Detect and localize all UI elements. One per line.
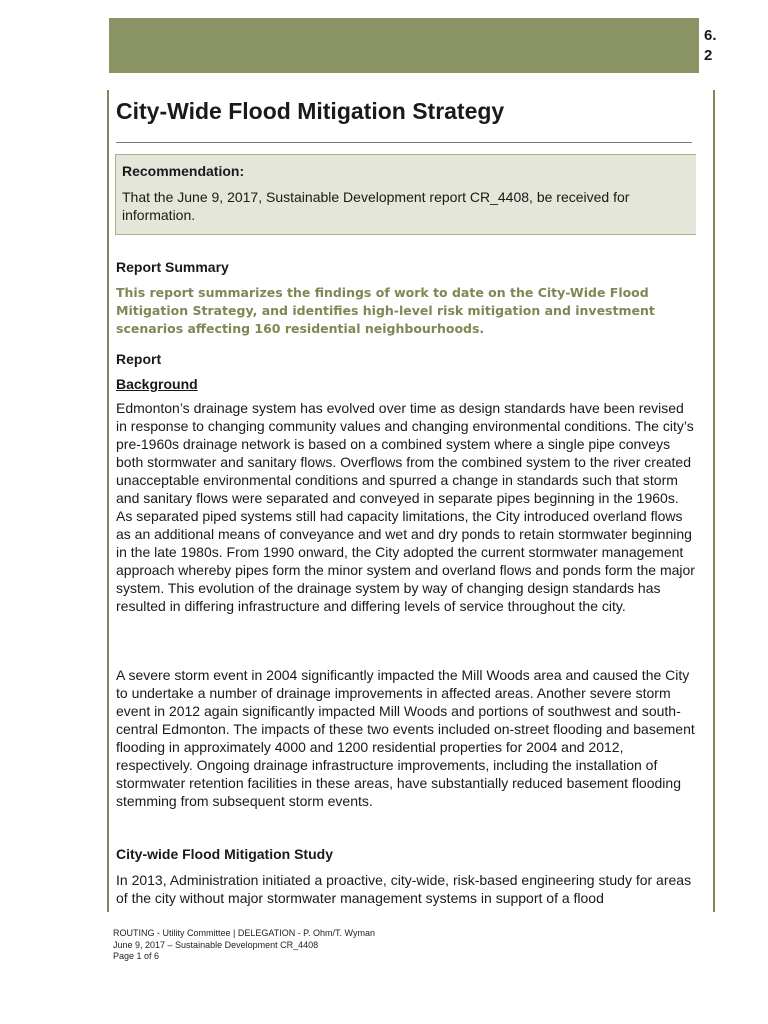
footer-routing: ROUTING - Utility Committee | DELEGATION - P. Ohm/T. Wyman: [113, 928, 375, 938]
right-margin-rule: [713, 90, 715, 912]
recommendation-heading: Recommendation:: [122, 163, 245, 179]
report-summary-heading: Report Summary: [116, 259, 229, 275]
report-summary-text: This report summarizes the findings of work to date on the City-Wide Flood Mitigation Strategy, and identifies high-level risk mitigation and investment scenarios affecting 160 residential neighbourhoods.: [116, 285, 655, 336]
page-title: City-Wide Flood Mitigation Strategy: [116, 98, 505, 124]
header-band: [109, 18, 699, 73]
study-paragraph-1: In 2013, Administration initiated a proactive, city-wide, risk-based engineering study for areas of the city without major stormwater management systems in support of a flood: [116, 872, 692, 906]
background-paragraph-1: Edmonton’s drainage system has evolved over time as design standards have been revised in response to changing community values and changing environmental conditions. The city’s pre-1960s drainage network is based on a combined system where a single pipe conveys both stormwater and sanitary flows. Overflows from the combined system to the river created unacceptable environmental conditions and spurred a change in standards such that storm and sanitary flows were separated and conveyed in separate pipes beginning in the 1960s. As separated piped systems still had capacity limitations, the City introduced overland flows as an additional means of conveyance and wet and dry ponds to retain stormwater beginning in the late 1980s. From 1990 onward, the City adopted the current stormwater management approach whereby pipes form the minor system and overland flows and ponds form the major system. This evolution of the drainage system by way of changing design standards has resulted in differing infrastructure and differing levels of service throughout the city.: [116, 400, 695, 614]
recommendation-box: [115, 154, 696, 235]
left-margin-rule: [107, 90, 109, 912]
footer-page-number: Page 1 of 6: [113, 951, 160, 961]
title-divider: [116, 142, 692, 143]
background-paragraph-2: A severe storm event in 2004 significantly impacted the Mill Woods area and caused the City to undertake a number of drainage improvements in affected areas. Another severe storm event in 2012 again significantly impacted Mill Woods and portions of southwest and south-central Edmonton. The impacts of these two events included on-street flooding and basement flooding in approximately 4000 and 1200 residential properties for 2004 and 2012, respectively. Ongoing drainage infrastructure improvements, including the installation of stormwater retention facilities in these areas, have substantially reduced basement flooding stemming from subsequent storm events.: [116, 667, 695, 809]
background-heading: Background: [116, 376, 198, 392]
study-heading: City-wide Flood Mitigation Study: [116, 846, 333, 862]
page-footer: [113, 928, 375, 963]
report-heading: Report: [116, 351, 162, 367]
recommendation-text: That the June 9, 2017, Sustainable Development report CR_4408, be received for information.: [122, 189, 630, 223]
agenda-item-number: 6. 2: [704, 27, 717, 64]
footer-date-line: June 9, 2017 – Sustainable Development CR_4408: [113, 939, 319, 950]
